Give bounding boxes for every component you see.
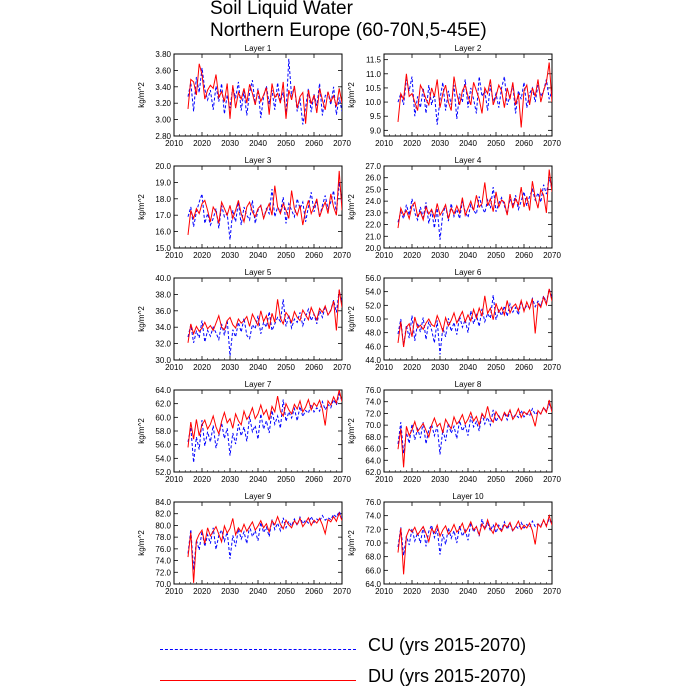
- y-tick-label: 70.0: [365, 539, 381, 548]
- x-tick-label: 2030: [431, 251, 449, 260]
- y-tick-label: 58.0: [155, 427, 171, 436]
- panel-frame: [384, 502, 552, 584]
- x-tick-label: 2010: [375, 251, 393, 260]
- chart-panel-5: [137, 268, 351, 372]
- x-tick-label: 2010: [375, 363, 393, 372]
- series-line-cu: [398, 289, 552, 355]
- x-tick-label: 2070: [543, 139, 561, 148]
- series-line-du: [188, 64, 342, 124]
- y-tick-label: 60.0: [155, 413, 171, 423]
- x-tick-label: 2070: [333, 587, 351, 596]
- y-tick-label: 52.0: [365, 301, 381, 311]
- series-line-du: [188, 171, 342, 235]
- y-axis-label: kg/m^2: [347, 306, 356, 332]
- x-tick-label: 2010: [165, 475, 183, 484]
- x-tick-label: 2030: [221, 475, 239, 484]
- y-tick-label: 72.0: [155, 568, 171, 578]
- y-tick-label: 82.0: [155, 509, 171, 519]
- x-tick-label: 2020: [403, 139, 421, 148]
- chart-panel-4: [347, 156, 561, 260]
- y-tick-label: 80.0: [155, 521, 171, 531]
- y-tick-label: 23.0: [365, 208, 381, 218]
- y-tick-label: 10.0: [365, 98, 381, 108]
- x-tick-label: 2030: [431, 475, 449, 484]
- chart-panel-2: [347, 44, 561, 148]
- x-tick-label: 2030: [431, 139, 449, 148]
- x-tick-label: 2060: [305, 587, 323, 596]
- x-tick-label: 2040: [459, 587, 477, 596]
- x-tick-label: 2050: [487, 139, 505, 148]
- x-tick-label: 2010: [375, 139, 393, 148]
- legend-item-du: [160, 666, 560, 693]
- y-axis-label: kg/m^2: [137, 306, 146, 332]
- x-tick-label: 2060: [305, 475, 323, 484]
- chart-panel-3: [137, 156, 351, 260]
- y-tick-label: 20.0: [155, 162, 171, 171]
- panel-title: Layer 1: [244, 44, 272, 53]
- panel-title: Layer 2: [454, 44, 482, 53]
- series-line-du: [398, 289, 552, 347]
- x-tick-label: 2050: [277, 139, 295, 148]
- x-tick-label: 2060: [305, 363, 323, 372]
- x-tick-label: 2040: [249, 139, 267, 148]
- y-tick-label: 64.0: [365, 580, 381, 589]
- y-tick-label: 10.5: [365, 83, 381, 93]
- x-tick-label: 2020: [403, 251, 421, 260]
- y-tick-label: 11.5: [366, 55, 381, 65]
- y-tick-label: 9.5: [369, 112, 381, 122]
- y-tick-label: 62.0: [365, 468, 381, 477]
- y-tick-label: 44.0: [365, 356, 381, 365]
- panel-title: Layer 7: [244, 380, 272, 389]
- chart-panel-10: [347, 492, 561, 596]
- y-tick-label: 3.60: [155, 66, 171, 76]
- y-tick-label: 48.0: [365, 328, 381, 338]
- x-tick-label: 2010: [375, 475, 393, 484]
- y-tick-label: 76.0: [365, 498, 381, 507]
- y-tick-label: 70.0: [365, 421, 381, 431]
- chart-title-line1: Soil Liquid Water: [210, 0, 353, 19]
- x-tick-label: 2030: [221, 587, 239, 596]
- panel-title: Layer 5: [244, 268, 272, 277]
- y-tick-label: 9.0: [369, 126, 381, 136]
- y-tick-label: 76.0: [365, 386, 381, 395]
- y-tick-label: 38.0: [155, 290, 171, 300]
- y-tick-label: 74.0: [365, 511, 381, 521]
- legend-label-du: DU (yrs 2015-2070): [368, 666, 527, 686]
- panel-title: Layer 3: [244, 156, 272, 165]
- y-tick-label: 50.0: [365, 315, 381, 324]
- x-tick-label: 2050: [487, 475, 505, 484]
- y-tick-label: 52.0: [155, 468, 171, 477]
- x-tick-label: 2010: [165, 587, 183, 596]
- y-tick-label: 18.0: [155, 194, 171, 204]
- x-tick-label: 2010: [165, 363, 183, 372]
- series-line-du: [188, 513, 342, 583]
- x-tick-label: 2050: [277, 475, 295, 484]
- y-tick-label: 24.0: [365, 197, 381, 207]
- x-tick-label: 2060: [515, 363, 533, 372]
- y-tick-label: 32.0: [155, 339, 171, 349]
- y-tick-label: 21.0: [365, 232, 381, 242]
- x-tick-label: 2060: [515, 475, 533, 484]
- y-tick-label: 66.0: [365, 444, 381, 454]
- legend-item-cu: [160, 635, 560, 662]
- y-tick-label: 70.0: [155, 580, 171, 589]
- y-axis-label: kg/m^2: [347, 418, 356, 444]
- y-tick-label: 30.0: [155, 356, 171, 365]
- series-line-du: [188, 290, 342, 343]
- x-tick-label: 2040: [459, 363, 477, 372]
- x-tick-label: 2020: [193, 363, 211, 372]
- y-tick-label: 11.0: [366, 69, 381, 79]
- chart-panel-9: [137, 492, 351, 596]
- y-tick-label: 3.40: [155, 82, 171, 92]
- y-tick-label: 40.0: [155, 274, 171, 283]
- x-tick-label: 2070: [543, 251, 561, 260]
- panel-title: Layer 4: [454, 156, 482, 165]
- y-tick-label: 36.0: [155, 306, 171, 316]
- y-tick-label: 72.0: [365, 409, 381, 419]
- y-tick-label: 16.0: [155, 227, 171, 237]
- x-tick-label: 2060: [515, 251, 533, 260]
- x-tick-label: 2070: [333, 363, 351, 372]
- y-tick-label: 68.0: [365, 552, 381, 562]
- y-tick-label: 22.0: [365, 220, 381, 230]
- x-tick-label: 2020: [193, 475, 211, 484]
- y-tick-label: 3.80: [155, 50, 171, 59]
- y-tick-label: 66.0: [365, 566, 381, 576]
- x-tick-label: 2050: [277, 587, 295, 596]
- panel-title: Layer 10: [452, 492, 484, 501]
- panel-title: Layer 9: [244, 492, 272, 501]
- x-tick-label: 2030: [221, 139, 239, 148]
- x-tick-label: 2070: [543, 363, 561, 372]
- y-tick-label: 46.0: [365, 342, 381, 352]
- y-tick-label: 56.0: [365, 274, 381, 283]
- x-tick-label: 2050: [277, 363, 295, 372]
- panel-frame: [174, 390, 342, 472]
- y-tick-label: 74.0: [155, 556, 171, 566]
- series-line-cu: [188, 394, 342, 462]
- x-tick-label: 2040: [249, 363, 267, 372]
- y-tick-label: 74.0: [365, 397, 381, 407]
- y-axis-label: kg/m^2: [137, 530, 146, 556]
- x-tick-label: 2020: [403, 363, 421, 372]
- x-tick-label: 2040: [459, 475, 477, 484]
- panel-title: Layer 8: [454, 380, 482, 389]
- y-tick-label: 54.0: [155, 454, 171, 464]
- y-tick-label: 62.0: [155, 399, 171, 409]
- x-tick-label: 2040: [249, 475, 267, 484]
- y-tick-label: 78.0: [155, 533, 171, 543]
- x-tick-label: 2030: [221, 363, 239, 372]
- y-tick-label: 72.0: [365, 525, 381, 535]
- y-axis-label: kg/m^2: [347, 530, 356, 556]
- chart-panel-6: [347, 268, 561, 372]
- x-tick-label: 2060: [305, 139, 323, 148]
- x-tick-label: 2010: [165, 251, 183, 260]
- x-tick-label: 2030: [431, 363, 449, 372]
- y-tick-label: 20.0: [365, 244, 381, 253]
- x-tick-label: 2060: [515, 139, 533, 148]
- x-tick-label: 2020: [193, 251, 211, 260]
- y-tick-label: 19.0: [155, 178, 171, 188]
- y-tick-label: 15.0: [155, 244, 171, 253]
- y-tick-label: 2.80: [155, 132, 171, 141]
- x-tick-label: 2050: [487, 587, 505, 596]
- x-tick-label: 2040: [249, 587, 267, 596]
- y-tick-label: 3.00: [155, 115, 171, 125]
- x-tick-label: 2060: [515, 587, 533, 596]
- y-tick-label: 27.0: [365, 162, 381, 171]
- panel-frame: [174, 502, 342, 584]
- y-tick-label: 68.0: [365, 432, 381, 442]
- series-line-du: [398, 516, 552, 575]
- legend-line-cu: [160, 649, 356, 650]
- x-tick-label: 2060: [305, 251, 323, 260]
- x-tick-label: 2020: [403, 475, 421, 484]
- y-tick-label: 3.20: [155, 99, 171, 109]
- x-tick-label: 2070: [333, 139, 351, 148]
- legend-line-du: [160, 680, 356, 681]
- x-tick-label: 2050: [277, 251, 295, 260]
- x-tick-label: 2030: [221, 251, 239, 260]
- y-axis-label: kg/m^2: [347, 194, 356, 220]
- y-tick-label: 56.0: [155, 440, 171, 450]
- y-tick-label: 64.0: [155, 386, 171, 395]
- y-tick-label: 25.0: [365, 185, 381, 195]
- x-tick-label: 2070: [333, 251, 351, 260]
- x-tick-label: 2040: [249, 251, 267, 260]
- y-axis-label: kg/m^2: [137, 82, 146, 108]
- y-tick-label: 64.0: [365, 456, 381, 466]
- y-tick-label: 26.0: [365, 173, 381, 183]
- x-tick-label: 2010: [165, 139, 183, 148]
- x-tick-label: 2020: [193, 587, 211, 596]
- panel-frame: [384, 390, 552, 472]
- x-tick-label: 2050: [487, 363, 505, 372]
- chart-panel-1: [137, 44, 351, 148]
- x-tick-label: 2010: [375, 587, 393, 596]
- x-tick-label: 2040: [459, 251, 477, 260]
- y-axis-label: kg/m^2: [137, 194, 146, 220]
- legend-label-cu: CU (yrs 2015-2070): [368, 635, 527, 655]
- y-tick-label: 84.0: [155, 498, 171, 507]
- panel-frame: [174, 166, 342, 248]
- x-tick-label: 2030: [431, 587, 449, 596]
- x-tick-label: 2020: [193, 139, 211, 148]
- y-axis-label: kg/m^2: [137, 418, 146, 444]
- y-tick-label: 54.0: [365, 287, 381, 297]
- chart-panel-7: [137, 380, 351, 484]
- x-tick-label: 2070: [543, 587, 561, 596]
- y-tick-label: 76.0: [155, 544, 171, 554]
- y-tick-label: 17.0: [155, 211, 171, 221]
- panel-frame: [384, 278, 552, 360]
- y-tick-label: 34.0: [155, 323, 171, 333]
- series-line-cu: [188, 290, 342, 356]
- x-tick-label: 2070: [333, 475, 351, 484]
- chart-panel-8: [347, 380, 561, 484]
- x-tick-label: 2020: [403, 587, 421, 596]
- chart-title-line2: Northern Europe (60-70N,5-45E): [210, 20, 487, 41]
- y-axis-label: kg/m^2: [347, 82, 356, 108]
- x-tick-label: 2040: [459, 139, 477, 148]
- x-tick-label: 2050: [487, 251, 505, 260]
- x-tick-label: 2070: [543, 475, 561, 484]
- panel-title: Layer 6: [454, 268, 482, 277]
